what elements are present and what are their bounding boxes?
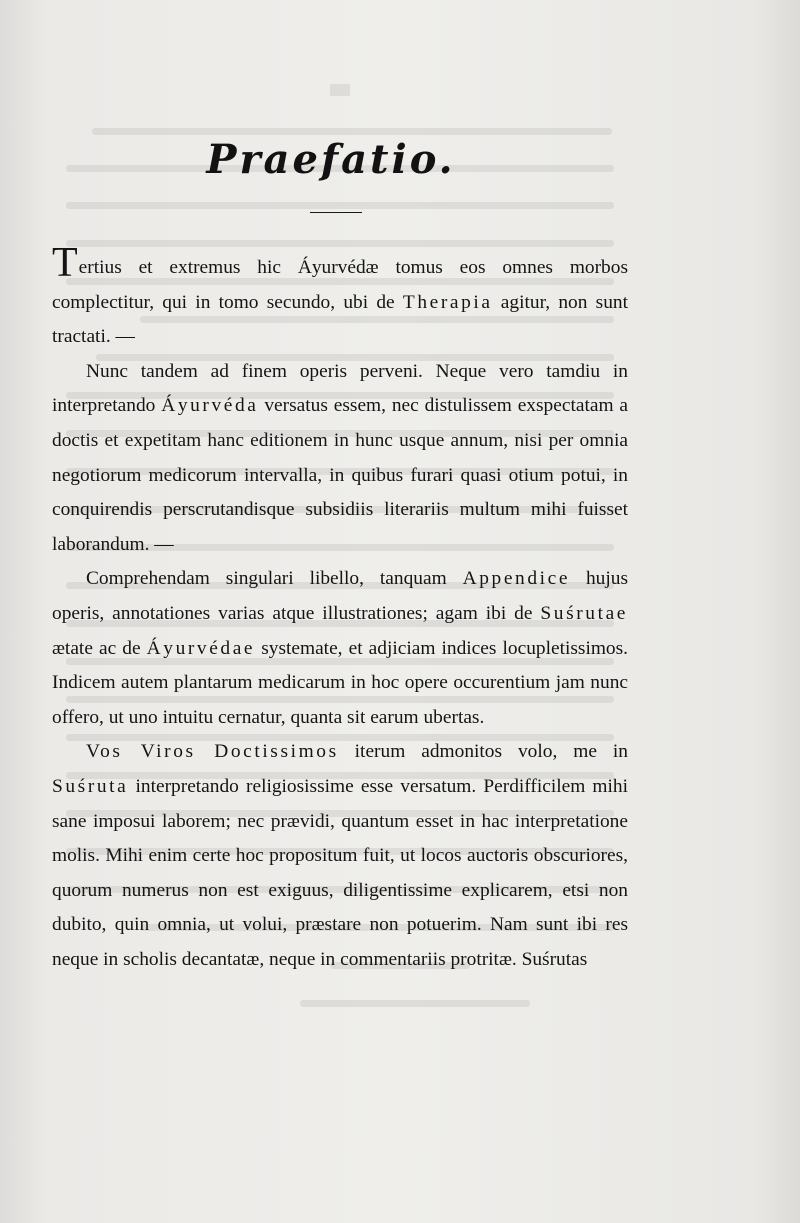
spaced-term: Therapia: [402, 291, 493, 313]
text-run: interpretando religiosissime esse versatum. Perdifficilem mihi sane imposui laborem; nec prævidi, quantum esset in hac interpretatione molis. Mihi enim certe hoc propositum fuit, ut locos auctoris obscuriores, quorum numerus non est exiguus, diligentissime explicarem, etsi non dubito, quin omnia, ut volui, præstare non potuerim. Nam sunt ibi res neque in scholis decantatæ, neque in commentariis protritæ. Suśrutas: [52, 775, 628, 970]
spaced-term: Áyurvéda: [161, 395, 259, 417]
text-run: Comprehendam singulari libello, tanquam: [86, 568, 463, 590]
paragraph: [52, 562, 628, 735]
body-text: [52, 240, 629, 977]
title-divider: [310, 212, 362, 213]
page-title: Praefatio.: [206, 136, 456, 183]
paragraph: [52, 240, 628, 355]
spaced-term: Áyurvédae: [146, 637, 256, 659]
spaced-term: Suśrutae: [540, 602, 628, 624]
text-run: iterum admonitos volo, me in: [338, 741, 628, 763]
paragraph: [52, 735, 628, 977]
text-run: systemate, et adjiciam indices locupletissimos. Indicem autem plantarum medicarum in hoc opere occurentium jam nunc offero, ut uno intuitu cernatur, quanta sit earum ubertas.: [52, 637, 629, 728]
text-run: hujus operis, annotationes varias atque illustrationes; agam ibi de: [52, 568, 629, 624]
text-run: ætate ac de: [52, 637, 147, 659]
spaced-term: Appendice: [462, 568, 571, 590]
spaced-term: Suśruta: [52, 775, 129, 797]
text-run: agitur, non sunt tractati. —: [52, 291, 628, 348]
text-run: versatus essem, nec distulissem exspectatam a doctis et expetitam hanc editionem in hunc usque annum, nisi per omnia negotiorum medicorum intervalla, in quibus furari quasi otium potui, in conquirendis perscrutandisque subsidiis literariis multum mihi fuisset laborandum. —: [52, 395, 628, 555]
text-run: ertius et extremus hic Áyurvédæ tomus eos omnes morbos complectitur, qui in tomo secundo, ubi de: [52, 257, 628, 313]
drop-cap: T: [52, 240, 78, 286]
spaced-term: Vos Viros Doctissimos: [86, 741, 339, 763]
paragraph: [52, 355, 628, 563]
text-run: Nunc tandem ad finem operis perveni. Neque vero tamdiu in interpretando: [52, 360, 628, 417]
